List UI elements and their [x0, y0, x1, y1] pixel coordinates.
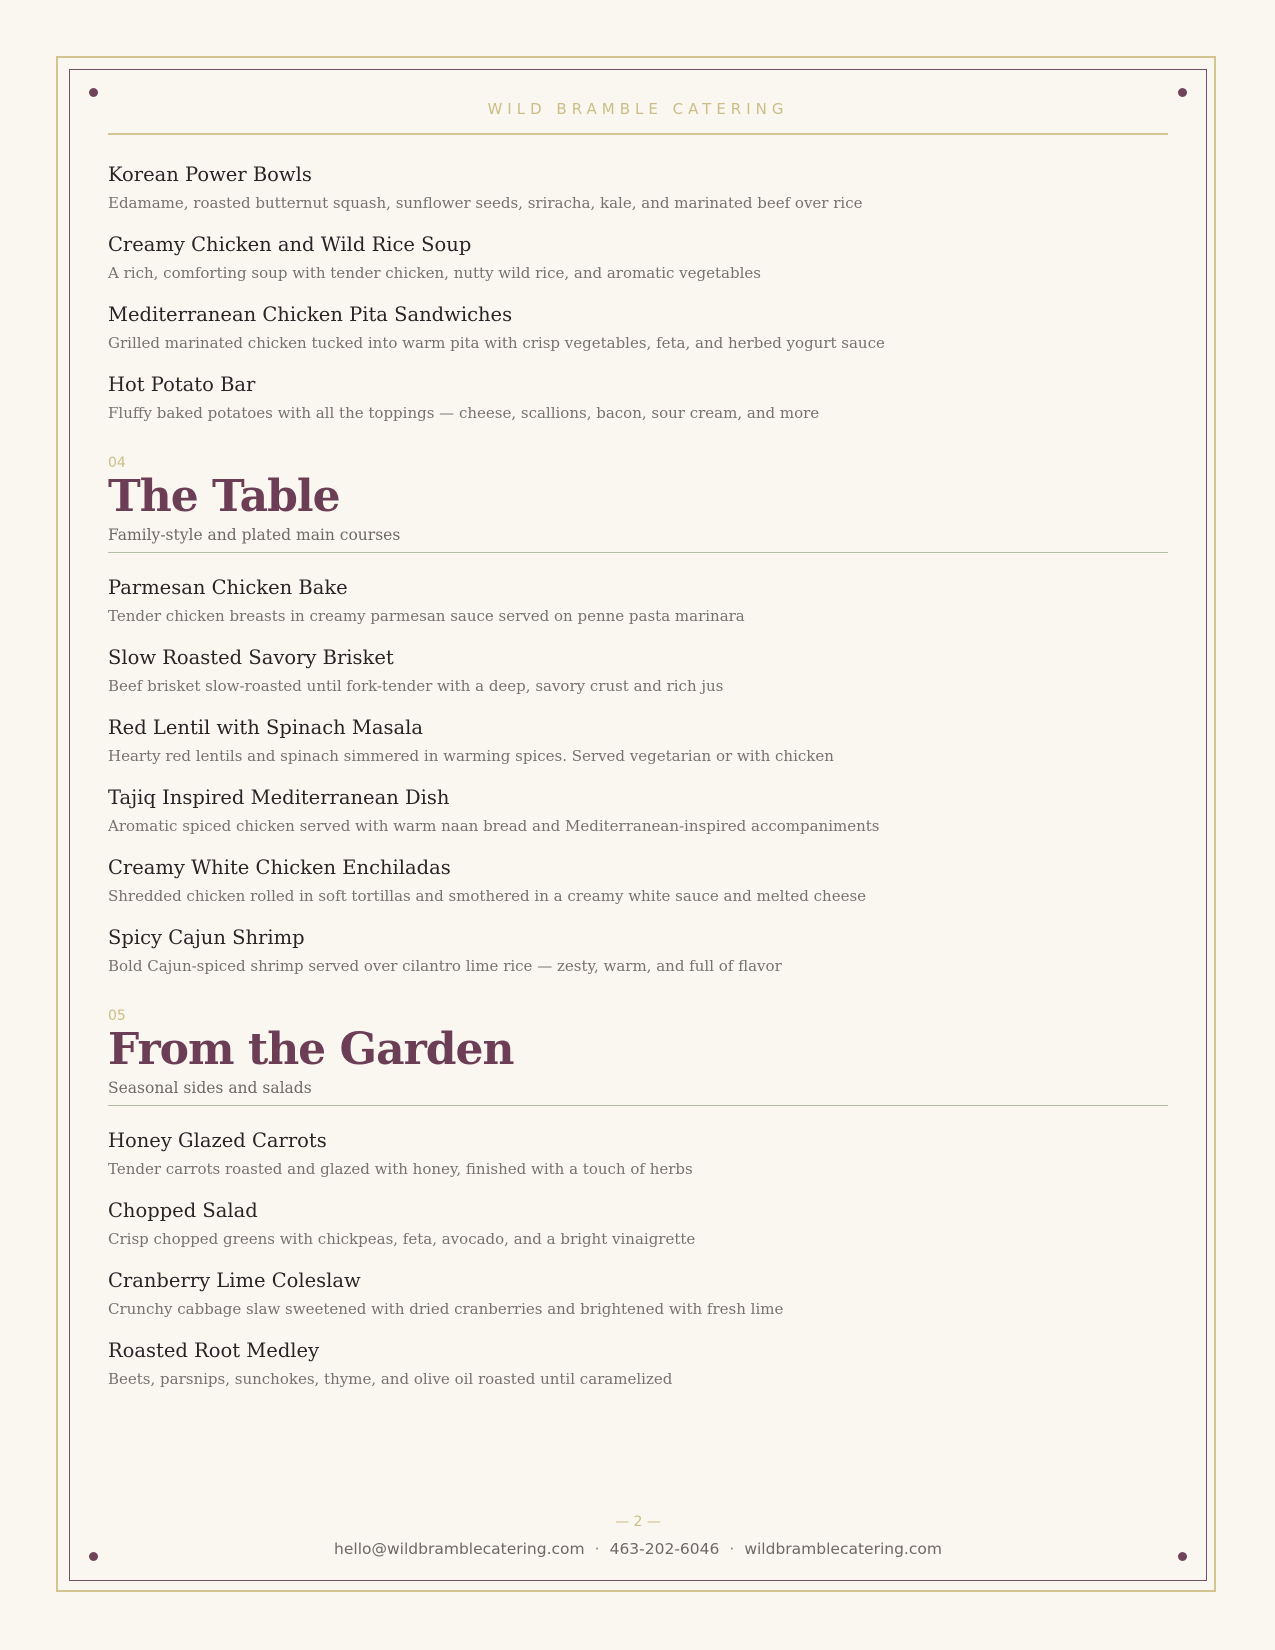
item-description: Fluffy baked potatoes with all the toppings — cheese, scallions, bacon, sour cream, and more	[108, 404, 820, 422]
item-description: Grilled marinated chicken tucked into warm pita with crisp vegetables, feta, and herbed yogurt sauce	[108, 334, 885, 352]
menu-item	[108, 300, 1168, 356]
item-description: Crunchy cabbage slaw sweetened with dried cranberries and brightened with fresh lime	[108, 1300, 784, 1318]
item-name: Parmesan Chicken Bake	[108, 576, 348, 599]
menu-item	[108, 783, 1168, 839]
item-name: Roasted Root Medley	[108, 1339, 320, 1362]
brand-header: WILD BRAMBLE CATERING	[487, 100, 789, 118]
item-name: Korean Power Bowls	[108, 163, 312, 186]
footer-contact	[108, 1540, 1168, 1558]
item-name: Cranberry Lime Coleslaw	[108, 1269, 361, 1292]
section-number: 05	[108, 1008, 126, 1024]
item-description: A rich, comforting soup with tender chicken, nutty wild rice, and aromatic vegetables	[108, 264, 761, 282]
item-description: Bold Cajun-spiced shrimp served over cilantro lime rice — zesty, warm, and full of flavor	[108, 957, 782, 975]
item-description: Crisp chopped greens with chickpeas, feta, avocado, and a bright vinaigrette	[108, 1230, 696, 1248]
item-name: Mediterranean Chicken Pita Sandwiches	[108, 303, 513, 326]
menu-item	[108, 853, 1168, 909]
item-name: Tajiq Inspired Mediterranean Dish	[108, 786, 450, 809]
continued-items	[108, 160, 1168, 426]
item-name: Spicy Cajun Shrimp	[108, 926, 305, 949]
header-rule	[108, 133, 1168, 135]
menu-item	[108, 1336, 1168, 1392]
menu-item	[108, 370, 1168, 426]
item-description: Tender carrots roasted and glazed with honey, finished with a touch of herbs	[108, 1160, 693, 1178]
menu-item	[108, 713, 1168, 769]
footer-phone[interactable]: 463-202-6046	[609, 1540, 720, 1558]
menu-item	[108, 160, 1168, 216]
footer-separator: ·	[729, 1540, 735, 1558]
item-description: Aromatic spiced chicken served with warm naan bread and Mediterranean-inspired accompaniments	[108, 817, 880, 835]
menu-item	[108, 643, 1168, 699]
menu-item	[108, 573, 1168, 629]
item-description: Edamame, roasted butternut squash, sunflower seeds, sriracha, kale, and marinated beef over rice	[108, 194, 863, 212]
item-name: Honey Glazed Carrots	[108, 1129, 327, 1152]
menu-item	[108, 230, 1168, 286]
item-description: Beets, parsnips, sunchokes, thyme, and olive oil roasted until caramelized	[108, 1370, 673, 1388]
corner-dot-top-right	[1178, 88, 1187, 97]
item-name: Chopped Salad	[108, 1199, 258, 1222]
item-name: Creamy White Chicken Enchiladas	[108, 856, 451, 879]
section-title: From the Garden	[108, 1024, 514, 1075]
menu-item	[108, 923, 1168, 979]
footer-website[interactable]: wildbramblecatering.com	[744, 1540, 942, 1558]
section-from-the-garden	[108, 1007, 1168, 1392]
corner-dot-bottom-left	[89, 1552, 98, 1561]
item-name: Hot Potato Bar	[108, 373, 256, 396]
footer-separator: ·	[594, 1540, 600, 1558]
corner-dot-bottom-right	[1178, 1552, 1187, 1561]
section-the-table	[108, 454, 1168, 979]
item-description: Beef brisket slow-roasted until fork-tender with a deep, savory crust and rich jus	[108, 677, 724, 695]
menu-item	[108, 1266, 1168, 1322]
item-description: Shredded chicken rolled in soft tortillas and smothered in a creamy white sauce and melted cheese	[108, 887, 867, 905]
item-name: Creamy Chicken and Wild Rice Soup	[108, 233, 472, 256]
section-title: The Table	[108, 471, 340, 522]
item-description: Tender chicken breasts in creamy parmesan sauce served on penne pasta marinara	[108, 607, 745, 625]
corner-dot-top-left	[89, 88, 98, 97]
item-description: Hearty red lentils and spinach simmered in warming spices. Served vegetarian or with chicken	[108, 747, 834, 765]
item-name: Red Lentil with Spinach Masala	[108, 716, 424, 739]
footer-email[interactable]: hello@wildbramblecatering.com	[334, 1540, 585, 1558]
menu-item	[108, 1126, 1168, 1182]
menu-item	[108, 1196, 1168, 1252]
section-subtitle: Family-style and plated main courses	[108, 526, 401, 544]
section-number: 04	[108, 455, 126, 471]
section-subtitle: Seasonal sides and salads	[108, 1079, 312, 1097]
item-name: Slow Roasted Savory Brisket	[108, 646, 394, 669]
menu-content	[108, 160, 1168, 1406]
page-number: — 2 —	[615, 1514, 661, 1530]
section-rule	[108, 552, 1168, 553]
section-rule	[108, 1105, 1168, 1106]
